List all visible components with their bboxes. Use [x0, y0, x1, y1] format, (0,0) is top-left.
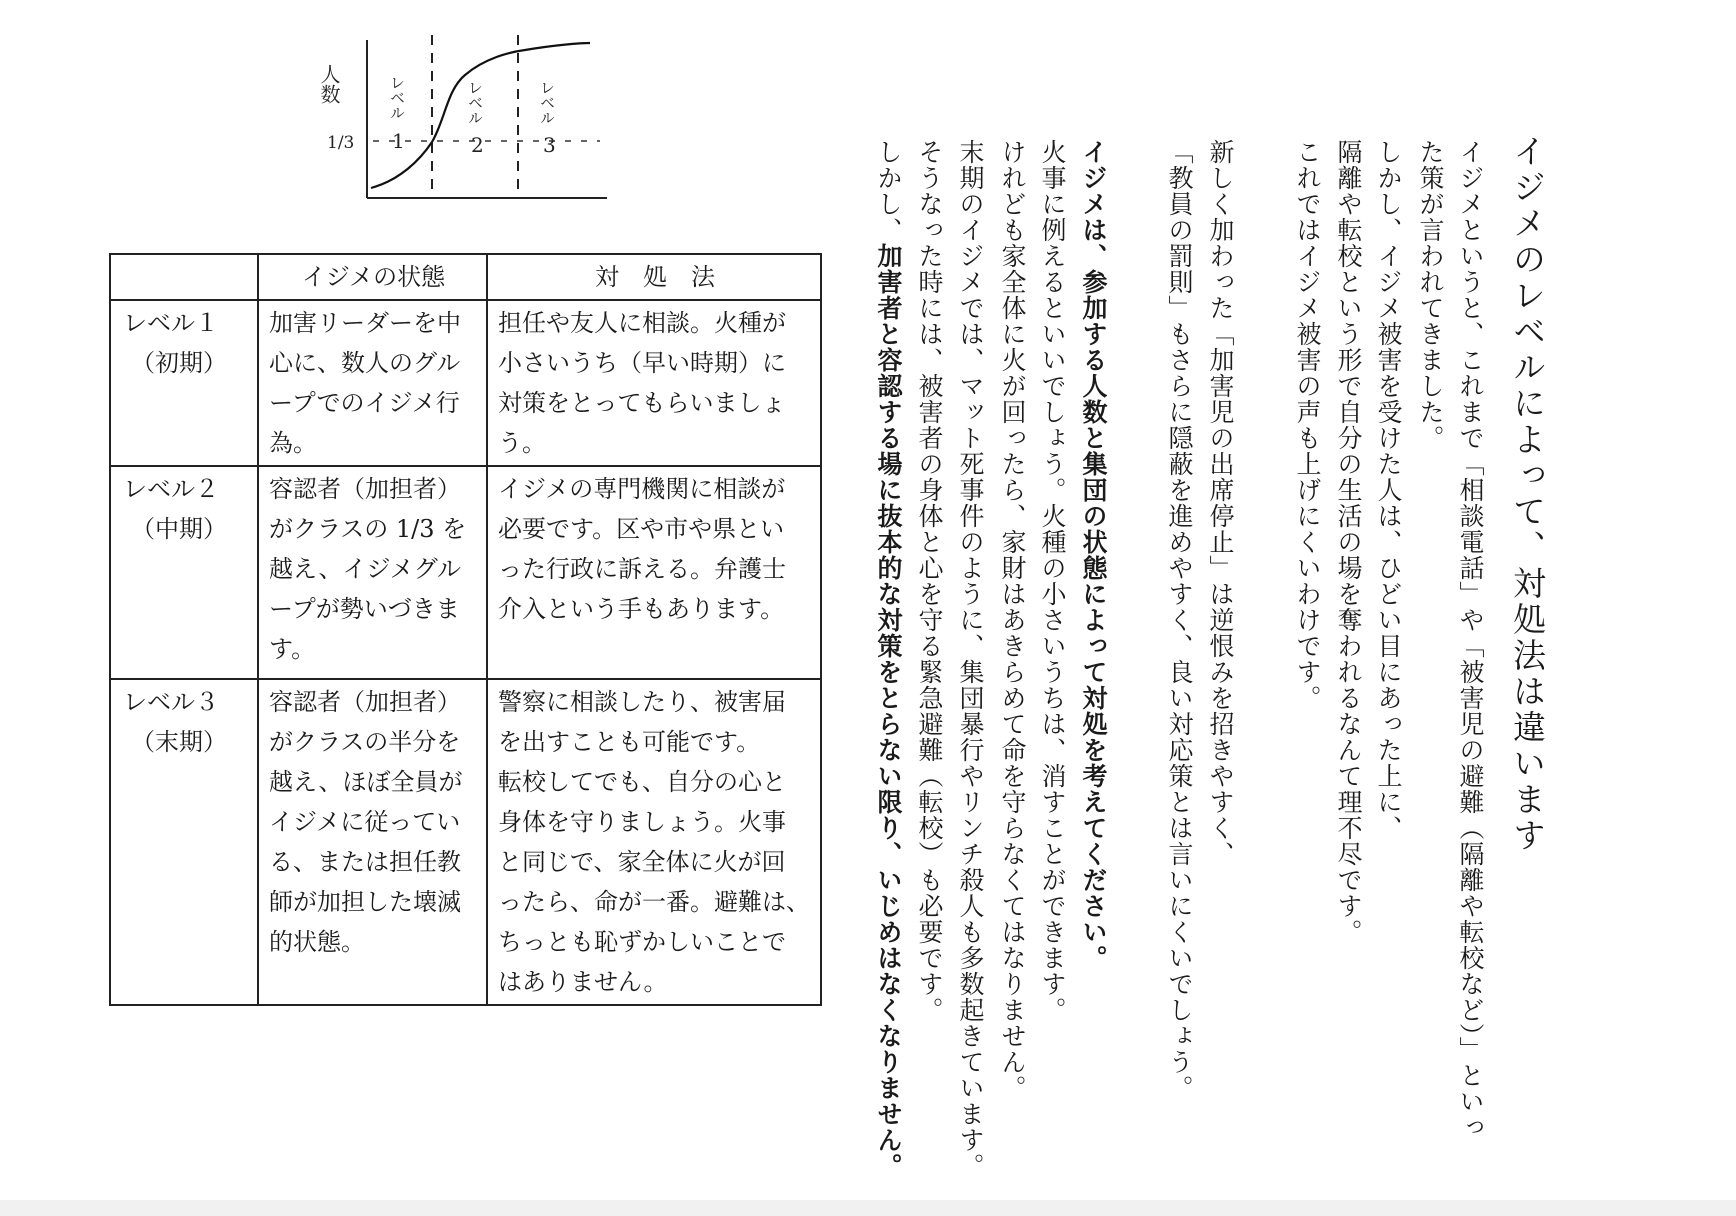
conclusion-lead: しかし、 — [874, 139, 903, 243]
level-2-label: レベル — [466, 80, 484, 125]
level-3-number: 3 — [543, 133, 556, 157]
level-cell — [110, 679, 258, 1005]
stage-label: （末期） — [131, 728, 227, 756]
article-line: けれども家全体に火が回ったら、家財はあきらめて命を守らなくてはなりません。 — [998, 139, 1027, 1101]
state-cell: 容認者（加担者） がクラスの半分を 越え、ほぼ全員が イジメに従ってい る、または担任教 師が加担した壊滅 的状態。 — [258, 679, 487, 1005]
state-cell: 加害リーダーを中 心に、数人のグル ープでのイジメ行 為。 — [258, 300, 487, 466]
table-row — [110, 679, 821, 1005]
level-2-number: 2 — [471, 133, 484, 157]
level-1-label: レベル — [388, 75, 406, 120]
article-line: 末期のイジメでは、マット死事件のように、集団暴行やリンチ殺人も多数起きています。 — [956, 139, 985, 1179]
article-line: 火事に例えるといいでしょう。火種の小さいうちは、消すことができます。 — [1038, 139, 1067, 1023]
y-axis-label: 人数 — [317, 64, 341, 104]
article-conclusion — [873, 139, 903, 1179]
stage-label: （中期） — [131, 515, 227, 543]
level-3-label: レベル — [538, 80, 556, 125]
article-line: 隔離や転校という形で自分の生活の場を奪われるなんて理不尽です。 — [1334, 139, 1363, 945]
article-key-message: イジメは、参加する人数と集団の状態によって対処を考えてください。 — [1079, 139, 1108, 971]
article-line: イジメというと、これまで「相談電話」や「被害児の避難（隔離や転校など）」といっ — [1456, 139, 1485, 1141]
bullying-level-table — [109, 253, 822, 1006]
threshold-label: 1/3 — [327, 133, 355, 153]
article-line: 新しく加わった「加害児の出席停止」は逆恨みを招きやすく、 — [1206, 139, 1235, 867]
response-cell: 警察に相談したり、被害届 を出すことも可能です。 転校してでも、自分の心と 身体を守りましょう。火事 と同じで、家全体に火が回 ったら、命が一番。避難は、 ちっとも恥ずかしいことで はありません。 — [487, 679, 821, 1005]
header-response: 対 処 法 — [487, 254, 821, 300]
state-cell: 容認者（加担者） がクラスの 1/3 を 越え、イジメグル ープが勢いづきま す。 — [258, 466, 487, 679]
level-label: レベル３ — [123, 688, 219, 716]
article-line: しかし、イジメ被害を受けた人は、ひどい目にあった上に、 — [1374, 139, 1403, 841]
level-label: レベル１ — [123, 309, 219, 337]
header-empty — [110, 254, 258, 300]
article-line: これではイジメ被害の声も上げにくいわけです。 — [1293, 139, 1322, 711]
conclusion-emphasis: 加害者と容認する場に抜本的な対策をとらない限り、いじめはなくなりません。 — [874, 243, 903, 1179]
bullying-level-diagram — [317, 30, 615, 205]
response-cell: イジメの専門機関に相談が 必要です。区や市や県とい った行政に訴える。弁護士 介入という手もあります。 — [487, 466, 821, 679]
table-header-row — [110, 254, 821, 300]
level-cell — [110, 466, 258, 679]
stage-label: （初期） — [131, 349, 227, 377]
scan-edge — [0, 1200, 1736, 1216]
table-row — [110, 466, 821, 679]
table-row — [110, 300, 821, 466]
level-label: レベル２ — [123, 475, 219, 503]
article-line: そうなった時には、被害者の身体と心を守る緊急避難（転校）も必要です。 — [915, 139, 944, 1023]
article-line: た策が言われてきました。 — [1416, 139, 1445, 451]
header-state: イジメの状態 — [258, 254, 487, 300]
article-line: 「教員の罰則」もさらに隠蔽を進めやすく、良い対応策とは言いにくいでしょう。 — [1165, 139, 1194, 1101]
level-cell — [110, 300, 258, 466]
response-cell: 担任や友人に相談。火種が 小さいうち（早い時期）に 対策をとってもらいましょ う。 — [487, 300, 821, 466]
level-1-number: 1 — [392, 129, 405, 153]
article-title: イジメのレベルによって、対処法は違います — [1508, 134, 1547, 854]
